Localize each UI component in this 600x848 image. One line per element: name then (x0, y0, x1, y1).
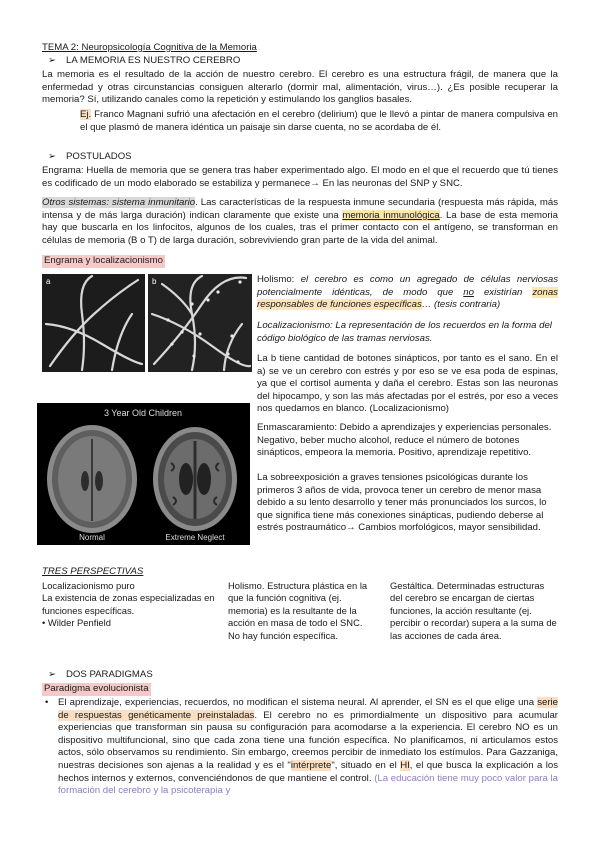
ct-label-normal: Normal (79, 533, 105, 542)
perspectiva-gestaltica: Gestáltica. Determinadas estructuras del cerebro se encargan de ciertas funciones, la acción resultante (ej. percibir o recordar) supera a la suma de las acciones de cada área. (390, 580, 557, 641)
arrow-bullet-icon: ➢ (48, 55, 57, 66)
col1-item: • Wilder Penfield (42, 617, 111, 629)
perspectiva-holismo: Holismo. Estructura plástica en la que la función cognitiva (ej. memoria) es la resultante de la acción en masa de todo el SNC. No hay función específica. (228, 580, 368, 641)
fig-label-b: b (152, 277, 157, 286)
example-paragraph: Ej. Franco Magnani sufrió una afectación en el cerebro (delirium) que le llevó a pintar de manera compulsiva en el que plasmó de manera idéntica un paisaje sin darse cuenta, no se acordaba de él. (80, 109, 558, 133)
dendrite-illustration (42, 274, 252, 372)
list-bullet-icon: • (45, 697, 49, 708)
section-heading-memoria: ➢ LA MEMORIA ES NUESTRO CEREBRO (48, 55, 241, 66)
enmascaramiento-paragraph: Enmascaramiento: Debido a aprendizajes y experiencias personales. Negativo, beber mucho alcohol, reduce el número de botones sinápticos, empeora la memoria. Positivo, aprendizaje repetitivo. (257, 422, 552, 459)
ct-title: 3 Year Old Children (103, 408, 183, 418)
sobreexposicion-paragraph: La sobreexposición a graves tensiones psicológicas durante los primeros 3 años de vida, provoca tener un cerebro de menor masa debido a su lento desarrollo y tener más pronunciados los surcos, lo que significa tiene más conexiones sinápticas, pudiendo deberse al estrés postraumático→ Cambios morfológicos, mayor sensibilidad. (257, 472, 547, 534)
paradigma-evolucionista-heading: Paradigma evolucionista (44, 683, 149, 694)
page-title: TEMA 2: Neuropsicología Cognitiva de la Memoria (42, 42, 257, 53)
brain-ct-illustration (37, 403, 250, 545)
section-heading-paradigmas: ➢ DOS PARADIGMAS (48, 669, 153, 680)
holismo-paragraph: Holismo: el cerebro es como un agregado de células nerviosas potencialmente idénticas, de modo que no existirían zonas responsables de funciones específicas… (tesis contraria) (257, 274, 558, 311)
otros-sistemas-paragraph: Otros sistemas: sistema inmunitario. Las características de la respuesta inmune secundaria (respuesta más rápida, más intensa y de más larga duración) indican claramente que existe una memoria inmunológica. La base de esta memoria hay que buscarla en los linfocitos, algunos de los cuales, tras el primer contacto con el antígeno, se transforman en células de memoria (B o T) de larga duración, sobreviviendo gran parte de la vida del animal. (42, 197, 559, 246)
arrow-bullet-icon: ➢ (48, 151, 57, 162)
brain-ct-figure (37, 403, 250, 545)
arrow-bullet-icon: ➢ (48, 669, 57, 680)
engrama-paragraph: Engrama: Huella de memoria que se genera tras haber experimentado algo. El modo en el que el recuerdo que tú tienes es codificado de un modo elaborado se estabiliza y permanece→ En las neuronas del SNP y SNC. (42, 165, 558, 189)
section-heading-postulados: ➢ POSTULADOS (48, 151, 132, 162)
localizacionismo-paragraph: Localizacionismo: La representación de los recuerdos en la forma del código biológico de las tramas nerviosas. (257, 320, 552, 344)
tres-perspectivas-heading: TRES PERSPECTIVAS (42, 566, 144, 577)
col1-title: Localizacionismo puro (42, 580, 135, 591)
fig-label-a: a (46, 277, 51, 286)
col1-text: La existencia de zonas especializadas en funciones específicas. (42, 592, 215, 616)
memoria-paragraph: La memoria es el resultado de la acción de nuestro cerebro. El cerebro es una estructura frágil, de manera que la enfermedad y otras circunstancias consiguen alterarlo (dormir mal, alimentación, virus…). ¿Es posible recuperar la memoria? Sí, utilizando canales como la repetición y estimulando los ganglios basales. (42, 69, 558, 106)
neuronas-paragraph: La b tiene cantidad de botones sinápticos, por tanto es el sano. En el a) se ve un cerebro con estrés y por eso se ve esa poda de espinas, ya que el cortisol aumenta y daña el cerebro. Estas son las neuronas del hipocampo, y son las más afectadas por el estrés, por eso a veces nos quedamos en blanco. (Localizacionismo) (257, 353, 558, 415)
engrama-localizacionismo-heading: Engrama y localizacionismo (44, 255, 163, 266)
ct-label-neglect: Extreme Neglect (165, 533, 225, 542)
neuron-dendrite-figure (42, 274, 252, 372)
evolucionista-paragraph: El aprendizaje, experiencias, recuerdos, no modifican el sistema neural. Al aprender, el SN es el que elige una serie de respuestas genéticamente preinstaladas. El cerebro no es primordialmente un dispositivo para acumular experiencias que transforman sin pausa su configuración para acomodarse a la experiencia. El cerebro NO es un dispositivo multifuncional, sino que cada zona tiene una función específica. No planificamos, ni articulamos estos actos, sólo observamos su rendimiento. Sin embargo, creemos percibir de inmediato los estímulos. Para Gazzaniga, nuestras decisiones son ajenas a la realidad y es el "intérprete", situado en el HI, el que busca la explicación a los hechos internos y externos, convenciéndonos de que mantiene el control. (La educación tiene muy poco valor para la formación del cerebro y la psicoterapia y (58, 697, 558, 797)
perspectiva-localizacionismo (42, 580, 222, 630)
